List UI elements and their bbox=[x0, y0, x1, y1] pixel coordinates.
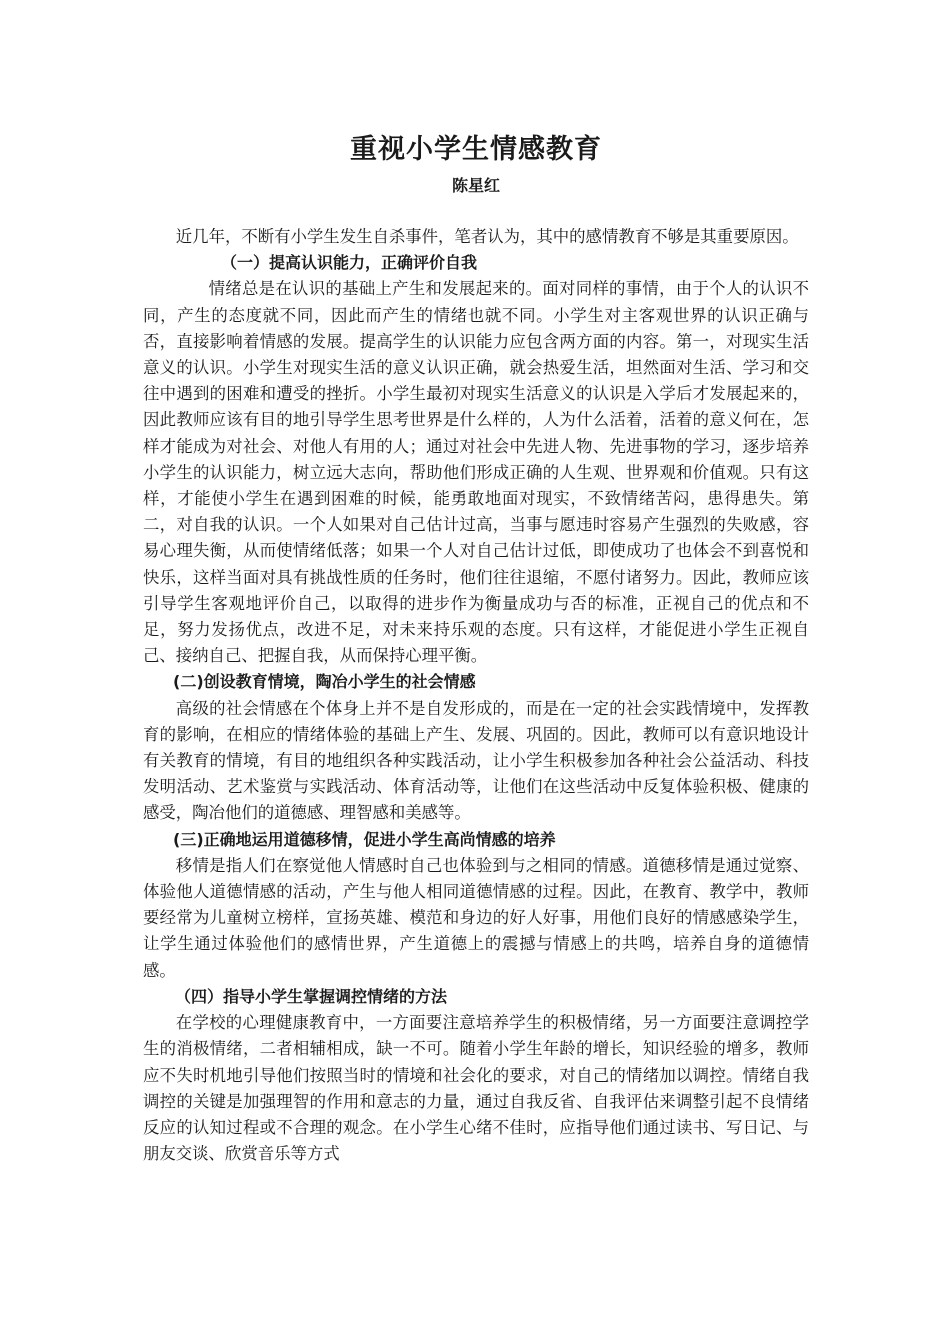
author-name: 陈星红 bbox=[451, 176, 500, 195]
intro-paragraph: 近几年，不断有小学生发生自杀事件，笔者认为，其中的感情教育不够是其重要原因。 bbox=[175, 227, 799, 246]
section-paragraph-4: 在学校的心理健康教育中，一方面要注意培养学生的积极情绪，另一方面要注意调控学生的消极情绪，二者相辅相成，缺一不可。随着小学生年龄的增长，知识经验的增多，教师应不失时机地引导他们按照当时的情境和社会化的要求，对自己的情绪加以调控。情绪自我调控的关键是加强理智的作用和意志的力量，通过自我反省、自我评估来调整引起不良情绪反应的认知过程或不合理的观念。在小学生心绪不佳时，应指导他们通过读书、写日记、与朋友交谈、欣赏音乐等方式 bbox=[143, 1013, 809, 1164]
section-paragraph-2: 高级的社会情感在个体身上并不是自发形成的，而是在一定的社会实践情境中，发挥教育的影响，在相应的情绪体验的基础上产生、发展、巩固的。因此，教师可以有意识地设计有关教育的情境，有目的地组织各种实践活动，让小学生积极参加各种社会公益活动、科技发明活动、艺术鉴赏与实践活动、体育活动等，让他们在这些活动中反复体验积极、健康的感受，陶冶他们的道德感、理智感和美感等。 bbox=[143, 698, 809, 823]
document-title: 重视小学生情感教育 bbox=[350, 134, 602, 165]
section-heading-3: (三)正确地运用道德移情，促进小学生高尚情感的培养 bbox=[173, 829, 556, 849]
section-heading-4: （四）指导小学生掌握调控情绪的方法 bbox=[175, 986, 448, 1006]
section-paragraph-1: 情绪总是在认识的基础上产生和发展起来的。面对同样的事情，由于个人的认识不同，产生的态度就不同，因此而产生的情绪也就不同。小学生对主客观世界的认识正确与否，直接影响着情感的发展。提高学生的认识能力应包含两方面的内容。第一，对现实生活意义的认识。小学生对现实生活的意义认识正确，就会热爱生活，坦然面对生活、学习和交往中遇到的困难和遭受的挫折。小学生最初对现实生活意义的认识是入学后才发展起来的，因此教师应该有目的地引导学生思考世界是什么样的，人为什么活着，活着的意义何在，怎样才能成为对社会、对他人有用的人；通过对社会中先进人物、先进事物的学习，逐步培养小学生的认识能力，树立远大志向，帮助他们形成正确的人生观、世界观和价值观。只有这样，才能使小学生在遇到困难的时候，能勇敢地面对现实，不致情绪苦闷，患得患失。第二，对自我的认识。一个人如果对自己估计过高，当事与愿违时容易产生强烈的失败感，容易心理失衡，从而使情绪低落；如果一个人对自己估计过低，即使成功了也体会不到喜悦和快乐，这样当面对具有挑战性质的任务时，他们往往退缩，不愿付诸努力。因此，教师应该引导学生客观地评价自己，以取得的进步作为衡量成功与否的标准，正视自己的优点和不足，努力发扬优点，改进不足，对未来持乐观的态度。只有这样，才能促进小学生正视自己、接纳自己、把握自我，从而保持心理平衡。 bbox=[143, 279, 809, 666]
section-heading-2: (二)创设教育情境，陶冶小学生的社会情感 bbox=[173, 672, 476, 692]
document-body bbox=[143, 224, 809, 1167]
section-heading-1: （一）提高认识能力，正确评价自我 bbox=[221, 253, 478, 273]
section-paragraph-3: 移情是指人们在察觉他人情感时自己也体验到与之相同的情感。道德移情是通过觉察、体验他人道德情感的活动，产生与他人相同道德情感的过程。因此，在教育、教学中，教师要经常为儿童树立榜样，宣扬英雄、模范和身边的好人好事，用他们良好的情感感染学生，让学生通过体验他们的感情世界，产生道德上的震撼与情感上的共鸣，培养自身的道德情感。 bbox=[143, 855, 809, 980]
